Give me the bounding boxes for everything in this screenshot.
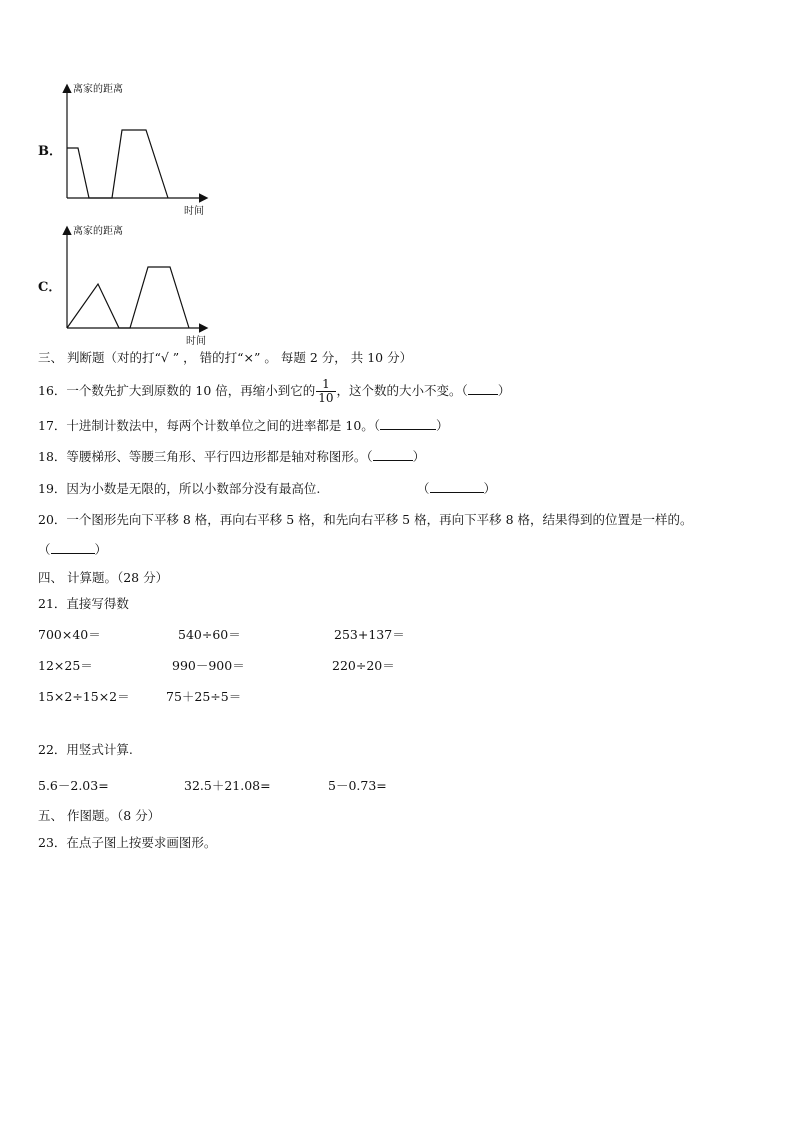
- graph-b-ylabel: 离家的距离: [73, 84, 123, 95]
- calc-item: 220÷20＝: [332, 658, 395, 673]
- answer-blank-17[interactable]: [380, 419, 436, 430]
- answer-blank-19[interactable]: [430, 482, 484, 493]
- calc-item: 75＋25÷5＝: [166, 689, 242, 704]
- answer-blank-20[interactable]: [51, 543, 95, 554]
- option-c-label: C．: [38, 280, 62, 295]
- question-20: [38, 510, 693, 528]
- question-22-title: 22．用竖式计算.: [38, 742, 133, 757]
- question-17: [38, 416, 449, 434]
- fraction-denominator: 10: [318, 391, 334, 405]
- fraction-one-tenth: [316, 378, 335, 405]
- question-19-text: 19．因为小数是无限的，所以小数部分没有最高位.: [38, 481, 321, 496]
- section-3-title: 三、 判断题（对的打“√ ” ， 错的打“×” 。 每题 2 分， 共 10 分）: [38, 350, 413, 365]
- question-20-open: （: [38, 542, 51, 557]
- calc-item: 700×40＝: [38, 627, 101, 642]
- calc-item: 540÷60＝: [178, 627, 241, 642]
- answer-blank-16[interactable]: [468, 384, 498, 395]
- calc-item: 12×25＝: [38, 658, 93, 673]
- question-16-close: ）: [497, 383, 511, 398]
- graph-b-line: [67, 130, 168, 198]
- question-16-text-after: ，这个数的大小不变。（: [336, 383, 468, 398]
- question-20-text: 20．一个图形先向下平移 8 格，再向右平移 5 格，和先向右平移 5 格，再向下平移 8 格，结果得到的位置是一样的。: [38, 512, 693, 527]
- graph-c-distance-time: [58, 222, 218, 350]
- vertical-calc-item: 5.6－2.03=: [38, 778, 109, 793]
- answer-blank-18[interactable]: [373, 450, 413, 461]
- question-18-close: ）: [412, 449, 426, 464]
- section-5-title: 五、 作图题。（8 分）: [38, 808, 161, 823]
- question-21-title: 21．直接写得数: [38, 596, 129, 611]
- graph-c-xlabel: 时间: [186, 336, 206, 347]
- graph-b-xlabel: 时间: [184, 206, 204, 217]
- question-18: [38, 447, 425, 465]
- calc-item: 15×2÷15×2＝: [38, 689, 130, 704]
- calc-item: 990－900＝: [172, 658, 245, 673]
- question-19-answer: [417, 479, 496, 497]
- question-19-close: ）: [483, 481, 497, 496]
- question-19-open: （: [417, 481, 430, 496]
- graph-c-line: [67, 267, 189, 328]
- question-16: [38, 378, 510, 405]
- question-23: 23．在点子图上按要求画图形。: [38, 835, 217, 850]
- vertical-calc-item: 32.5＋21.08=: [184, 778, 271, 793]
- question-18-text: 18．等腰梯形、等腰三角形、平行四边形都是轴对称图形。（: [38, 449, 373, 464]
- question-20-answer: [38, 540, 107, 558]
- question-20-close: ）: [94, 542, 108, 557]
- fraction-numerator: 1: [316, 378, 335, 392]
- question-19: [38, 479, 320, 497]
- option-b-label: B．: [38, 144, 62, 159]
- question-17-close: ）: [436, 418, 449, 433]
- question-17-text: 17．十进制计数法中，每两个计数单位之间的进率都是 10。（: [38, 418, 381, 433]
- calc-item: 253+137＝: [334, 627, 405, 642]
- graph-b-distance-time: [58, 80, 218, 220]
- question-16-text-before: 16．一个数先扩大到原数的 10 倍，再缩小到它的: [38, 383, 316, 398]
- vertical-calc-item: 5－0.73=: [328, 778, 387, 793]
- graph-c-ylabel: 离家的距离: [73, 226, 123, 237]
- section-4-title: 四、 计算题。（28 分）: [38, 570, 169, 585]
